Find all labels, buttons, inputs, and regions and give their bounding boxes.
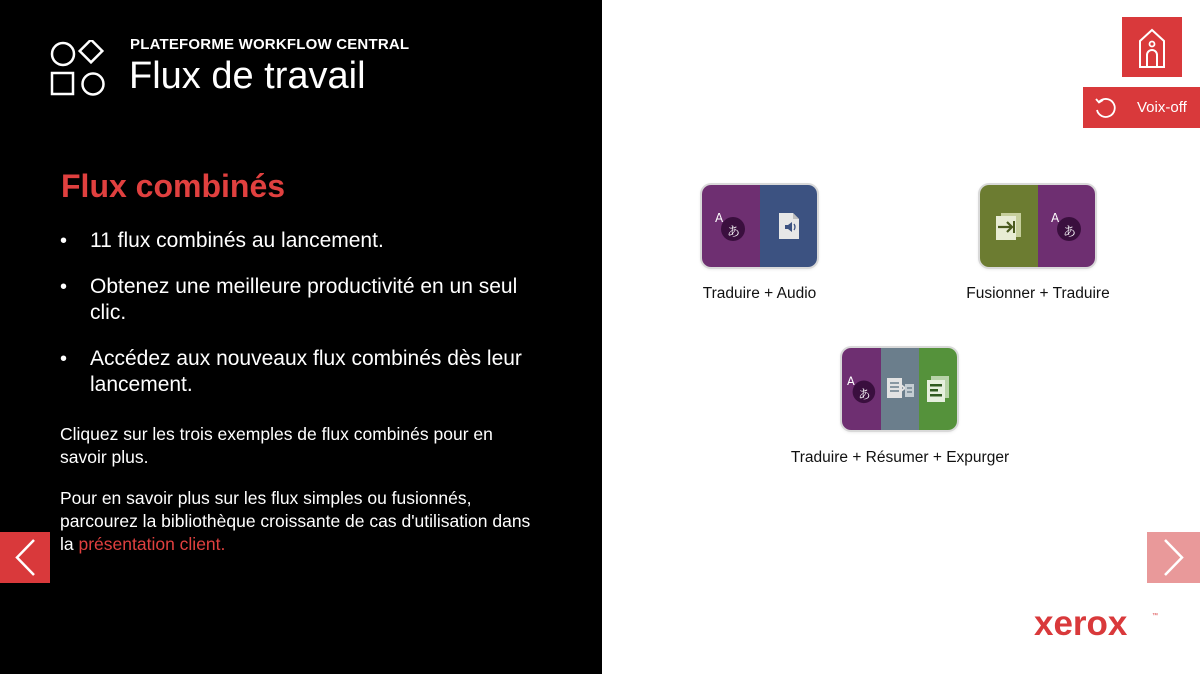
page-eyebrow: PLATEFORME WORKFLOW CENTRAL [130,36,410,53]
translate-icon [842,348,881,430]
page-title: Flux de travail [129,55,366,97]
workflow-card-translate-summarize-redact[interactable] [842,348,957,430]
xerox-logo-text: xerox [1034,606,1128,642]
voice-over-button[interactable] [1083,87,1200,128]
translate-icon [702,185,760,267]
svg-text:™: ™ [1152,613,1158,619]
home-icon [1122,17,1182,77]
home-button[interactable] [1122,17,1182,77]
merge-icon [980,185,1038,267]
instruction-text: Cliquez sur les trois exemples de flux combinés pour en savoir plus. [60,424,493,467]
svg-text:A: A [846,375,855,389]
workflow-shapes-icon [50,40,108,98]
client-presentation-link[interactable]: présentation client. [78,534,226,554]
bullet-item: • Obtenez une meilleure productivité en un seul clic. [60,274,530,326]
more-info-prefix: Pour en savoir plus sur les flux simples ou fusionnés, parcourez la bibliothèque croissante de cas d'utilisation dans la [60,488,531,554]
workflow-label: Fusionner + Traduire [966,285,1110,302]
svg-text:あ: あ [727,225,741,240]
workflow-label: Traduire + Audio [702,285,817,302]
xerox-logo [1034,606,1164,642]
more-info-text [60,487,540,556]
bullet-item: • Accédez aux nouveaux flux combinés dès leur lancement. [60,346,530,398]
translate-icon [1038,185,1095,267]
voice-over-label: Voix-off [1137,99,1187,116]
svg-text:あ: あ [1062,225,1076,240]
section-title: Flux combinés [61,168,286,204]
bullet-list [60,228,530,418]
svg-text:あ: あ [857,387,870,402]
svg-text:A: A [1050,211,1059,225]
workflow-card-merge-translate[interactable] [980,185,1095,267]
chevron-left-icon [0,532,50,583]
bullet-item: • 11 flux combinés au lancement. [60,228,530,254]
replay-icon [1093,96,1117,120]
previous-slide-button[interactable] [0,532,50,583]
chevron-right-icon [1147,532,1200,583]
workflow-card-translate-audio[interactable] [702,185,817,267]
next-slide-button[interactable] [1147,532,1200,583]
svg-text:A: A [715,211,724,225]
summarize-icon [881,348,919,430]
redact-icon [919,348,957,430]
audio-file-icon [760,185,817,267]
workflow-label: Traduire + Résumer + Expurger [790,449,1010,466]
